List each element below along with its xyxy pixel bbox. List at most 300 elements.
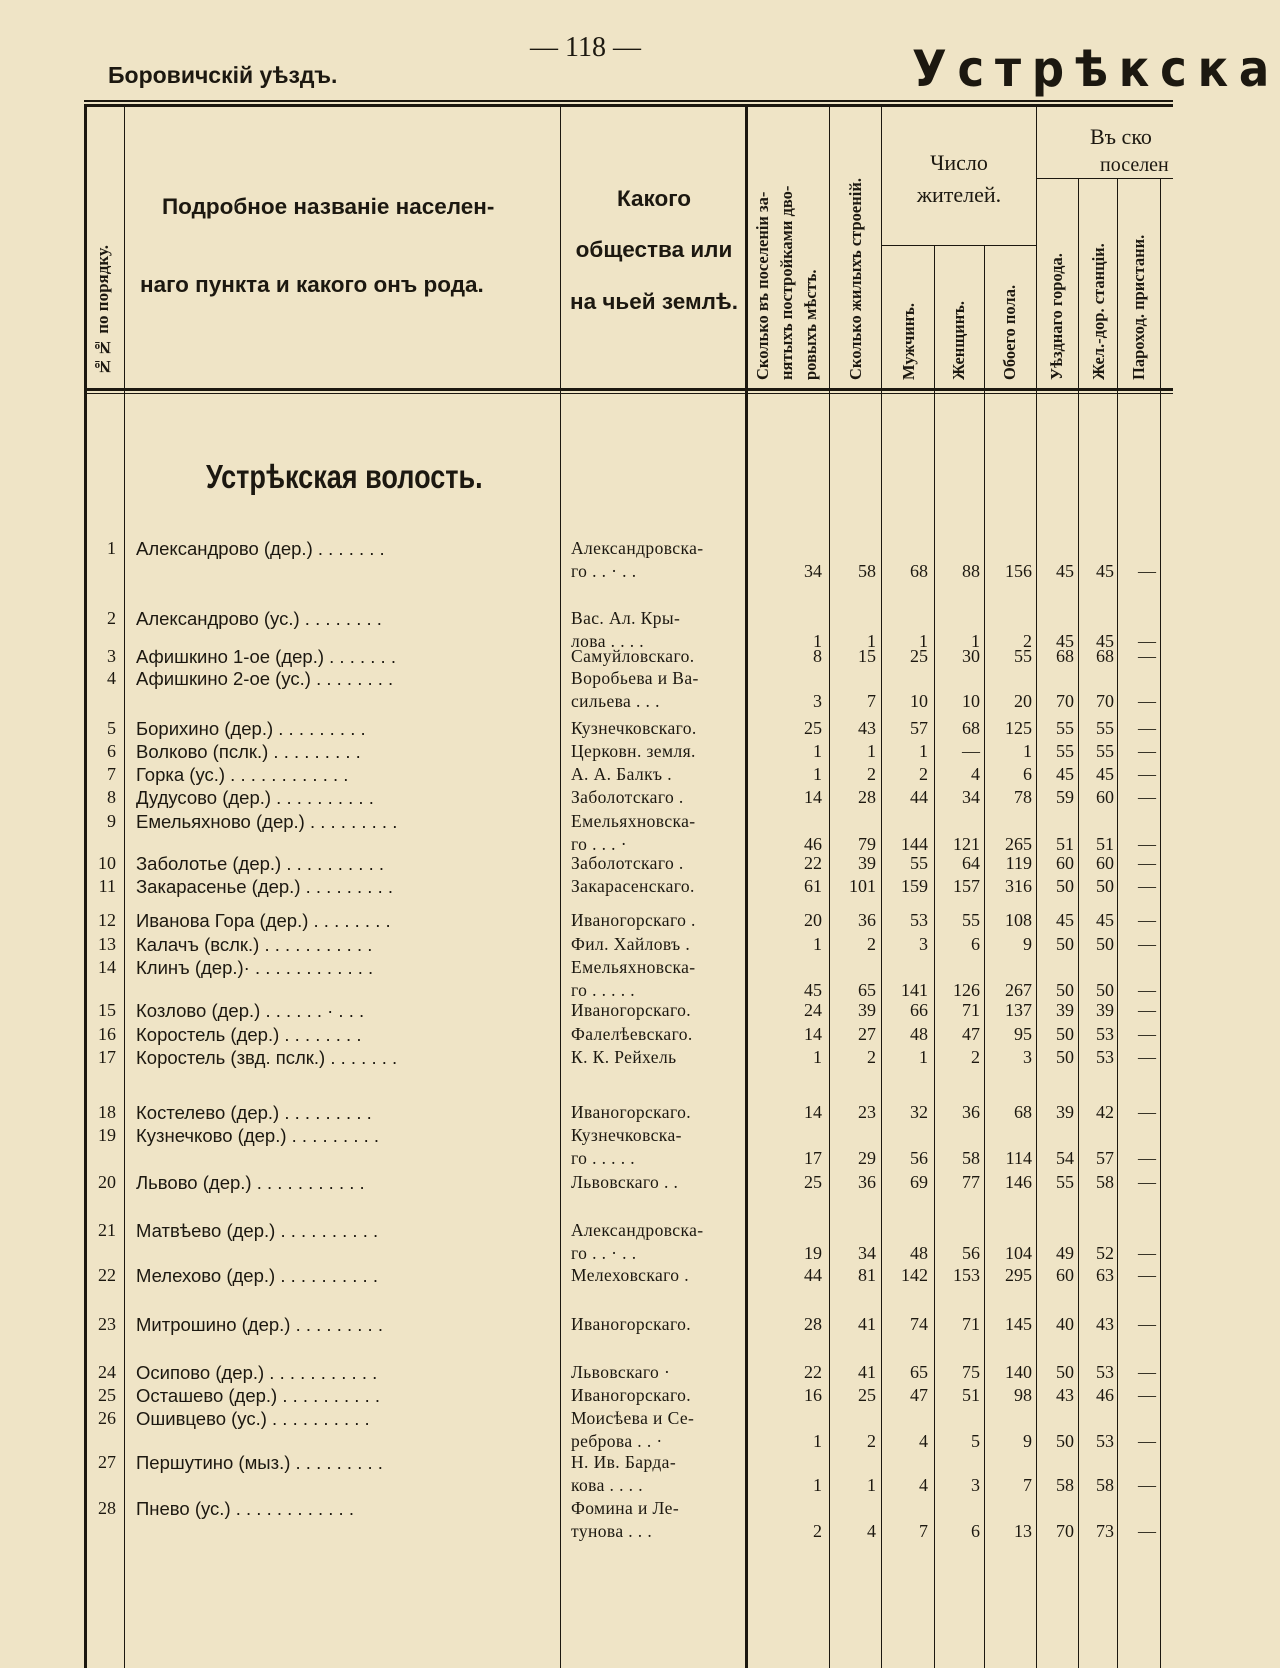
cell-value: 137: [1005, 1000, 1032, 1020]
cell-value: 50: [1096, 876, 1114, 896]
cell-value: 1: [867, 1475, 876, 1495]
society-name: Мелеховскаго .: [571, 1265, 689, 1285]
district-title: Боровичскій уѣздъ.: [108, 62, 338, 88]
cell-value: —: [1138, 1148, 1156, 1168]
cell-value: 53: [1096, 1431, 1114, 1451]
place-name: Калачъ (вслк.) . . . . . . . . . . .: [136, 934, 373, 955]
cell-value: 65: [910, 1362, 928, 1382]
cell-value: 153: [953, 1265, 980, 1285]
row-number: 22: [98, 1265, 116, 1285]
cell-value: 34: [962, 787, 980, 807]
cell-value: 70: [1056, 691, 1074, 711]
place-name: Кузнечково (дер.) . . . . . . . . .: [136, 1125, 380, 1146]
col-header-both: Обоего пола.: [1000, 284, 1019, 380]
place-name: Волково (пслк.) . . . . . . . . .: [136, 741, 361, 762]
place-name: Александрово (дер.) . . . . . . .: [136, 538, 385, 559]
cell-value: 55: [1096, 718, 1114, 738]
cell-value: 22: [804, 1362, 822, 1382]
row-number: 27: [98, 1452, 116, 1472]
cell-value: 60: [1096, 853, 1114, 873]
row-number: 4: [107, 668, 116, 688]
cell-value: 104: [1005, 1243, 1032, 1263]
cell-value: 66: [910, 1000, 928, 1020]
cell-value: 50: [1096, 934, 1114, 954]
cell-value: 20: [804, 910, 822, 930]
cell-value: —: [962, 741, 980, 761]
cell-value: 98: [1014, 1385, 1032, 1405]
col-header-society-line3: на чьей землѣ.: [570, 289, 738, 314]
cell-value: 27: [858, 1024, 876, 1044]
row-number: 20: [98, 1172, 116, 1192]
cell-value: 69: [910, 1172, 928, 1192]
cell-value: 45: [1096, 910, 1114, 930]
society-name: К. К. Рейхель: [571, 1047, 677, 1067]
section-title: Устрѣкская волость.: [206, 458, 483, 495]
cell-value: 119: [1005, 853, 1032, 873]
row-number: 7: [107, 764, 116, 784]
cell-value: 70: [1096, 691, 1114, 711]
cell-value: —: [1138, 1475, 1156, 1495]
cell-value: 3: [971, 1475, 980, 1495]
row-number: 19: [98, 1125, 116, 1145]
cell-value: —: [1138, 876, 1156, 896]
society-name: Фалелѣевскаго.: [571, 1024, 693, 1044]
header-bottom-rule: [84, 388, 1173, 391]
cell-value: 77: [962, 1172, 980, 1192]
cell-value: 1: [813, 1475, 822, 1495]
cell-value: 44: [910, 787, 928, 807]
cell-value: 1: [919, 741, 928, 761]
cell-value: 51: [1096, 834, 1114, 854]
cell-value: 45: [1056, 561, 1074, 581]
cell-value: 144: [901, 834, 928, 854]
col-header-distance-2: поселен: [1100, 154, 1169, 176]
row-number: 6: [107, 741, 116, 761]
place-name: Борихино (дер.) . . . . . . . . .: [136, 718, 366, 739]
cell-value: 2: [867, 934, 876, 954]
inhabitants-sub-rule: [881, 245, 1036, 246]
cell-value: 4: [919, 1475, 928, 1495]
place-name: Матвѣево (дер.) . . . . . . . . . .: [136, 1220, 379, 1241]
cell-value: 56: [962, 1243, 980, 1263]
cell-value: —: [1138, 1431, 1156, 1451]
cell-value: 1: [813, 631, 822, 651]
cell-value: —: [1138, 1047, 1156, 1067]
cell-value: 6: [971, 1521, 980, 1541]
place-name: Клинъ (дер.)· . . . . . . . . . . . .: [136, 957, 374, 978]
cell-value: 39: [1056, 1102, 1074, 1122]
cell-value: 25: [910, 646, 928, 666]
cell-value: —: [1138, 1024, 1156, 1044]
cell-value: 157: [953, 876, 980, 896]
col-rule: [984, 245, 985, 1668]
cell-value: 36: [858, 1172, 876, 1192]
cell-value: 14: [804, 1102, 822, 1122]
col-header-inhabitants-2: жителей.: [916, 182, 1002, 207]
cell-value: 4: [971, 764, 980, 784]
place-name: Иванова Гора (дер.) . . . . . . . .: [136, 910, 391, 931]
cell-value: 53: [1096, 1024, 1114, 1044]
cell-value: 2: [867, 764, 876, 784]
cell-value: —: [1138, 646, 1156, 666]
top-rule-thick: [84, 104, 1173, 107]
cell-value: 55: [1056, 1172, 1074, 1192]
place-name: Заболотье (дер.) . . . . . . . . . .: [136, 853, 384, 874]
cell-value: 53: [910, 910, 928, 930]
cell-value: 20: [1014, 691, 1032, 711]
row-number: 11: [98, 876, 116, 896]
cell-value: 41: [858, 1362, 876, 1382]
cell-value: 50: [1096, 980, 1114, 1000]
row-number: 17: [98, 1047, 116, 1067]
place-name: Александрово (ус.) . . . . . . . .: [136, 608, 382, 629]
cell-value: 159: [901, 876, 928, 896]
cell-value: 126: [953, 980, 980, 1000]
col-rule: [124, 104, 125, 1668]
society-name: Александровска-: [571, 1220, 704, 1240]
cell-value: 156: [1005, 561, 1032, 581]
cell-value: 39: [858, 853, 876, 873]
cell-value: 2: [867, 1431, 876, 1451]
society-name: Закарасенскаго.: [571, 876, 695, 896]
cell-value: 41: [858, 1314, 876, 1334]
row-number: 10: [98, 853, 116, 873]
cell-value: —: [1138, 980, 1156, 1000]
cell-value: 61: [804, 876, 822, 896]
col-header-rail: Жел.-дор. станціи.: [1089, 243, 1108, 380]
cell-value: 54: [1056, 1148, 1074, 1168]
cell-value: 6: [971, 934, 980, 954]
cell-value: 55: [910, 853, 928, 873]
cell-value: 71: [962, 1000, 980, 1020]
cell-value: 9: [1023, 934, 1032, 954]
cell-value: 58: [1096, 1172, 1114, 1192]
cell-value: 14: [804, 787, 822, 807]
cell-value: 36: [962, 1102, 980, 1122]
cell-value: 64: [962, 853, 980, 873]
cell-value: —: [1138, 1314, 1156, 1334]
cell-value: 39: [858, 1000, 876, 1020]
society-name: Емельяхновска-: [571, 811, 696, 831]
cell-value: 1: [813, 934, 822, 954]
society-name: Кузнечковска-: [571, 1125, 682, 1145]
row-number: 25: [98, 1385, 116, 1405]
cell-value: 47: [962, 1024, 980, 1044]
col-header-women: Женщинъ.: [949, 301, 968, 380]
cell-value: 95: [1014, 1024, 1032, 1044]
col-header-households-1: Сколько въ поселеніи за-: [753, 191, 772, 380]
row-number: 12: [98, 910, 116, 930]
cell-value: 68: [1014, 1102, 1032, 1122]
cell-value: 2: [971, 1047, 980, 1067]
cell-value: 50: [1056, 1047, 1074, 1067]
col-header-town: Уѣзднаго города.: [1047, 253, 1066, 380]
cell-value: 57: [1096, 1148, 1114, 1168]
society-name: Заболотскаго .: [571, 853, 684, 873]
cell-value: 51: [1056, 834, 1074, 854]
cell-value: 23: [858, 1102, 876, 1122]
cell-value: 15: [858, 646, 876, 666]
cell-value: 1: [1023, 741, 1032, 761]
place-name: Афишкино 1-ое (дер.) . . . . . . .: [136, 646, 396, 667]
cell-value: 43: [858, 718, 876, 738]
top-rule-thin: [84, 100, 1173, 102]
row-number: 26: [98, 1408, 116, 1428]
society-name: Н. Ив. Барда-: [571, 1452, 677, 1472]
cell-value: 68: [1096, 646, 1114, 666]
place-name: Закарасенье (дер.) . . . . . . . . .: [136, 876, 394, 897]
cell-value: 58: [858, 561, 876, 581]
header-bottom-rule-2: [84, 393, 1173, 394]
distance-sub-rule: [1036, 178, 1173, 179]
cell-value: 74: [910, 1314, 928, 1334]
cell-value: 50: [1056, 934, 1074, 954]
cell-value: 58: [1096, 1475, 1114, 1495]
cell-value: 75: [962, 1362, 980, 1382]
cell-value: 49: [1056, 1243, 1074, 1263]
cell-value: —: [1138, 834, 1156, 854]
cell-value: 55: [1056, 741, 1074, 761]
place-name: Львово (дер.) . . . . . . . . . . .: [136, 1172, 365, 1193]
cell-value: 29: [858, 1148, 876, 1168]
cell-value: 68: [962, 718, 980, 738]
row-number: 8: [107, 787, 116, 807]
cell-value: 32: [910, 1102, 928, 1122]
cell-value: 7: [1023, 1475, 1032, 1495]
society-name: реброва . . ·: [571, 1431, 663, 1451]
cell-value: 55: [1014, 646, 1032, 666]
cell-value: 3: [813, 691, 822, 711]
row-number: 14: [98, 957, 116, 977]
society-name: Самуйловскаго.: [571, 646, 695, 666]
volost-header: Устрѣкска: [912, 40, 1280, 98]
society-name: го . . · . .: [571, 1243, 637, 1263]
cell-value: 24: [804, 1000, 822, 1020]
cell-value: 78: [1014, 787, 1032, 807]
cell-value: —: [1138, 1265, 1156, 1285]
cell-value: 34: [858, 1243, 876, 1263]
place-name: Горка (ус.) . . . . . . . . . . . .: [136, 764, 349, 785]
cell-value: 47: [910, 1385, 928, 1405]
cell-value: 48: [910, 1024, 928, 1044]
cell-value: 1: [813, 741, 822, 761]
cell-value: 46: [804, 834, 822, 854]
col-header-society-line2: общества или: [575, 237, 733, 262]
cell-value: 145: [1005, 1314, 1032, 1334]
place-name: Ошивцево (ус.) . . . . . . . . . .: [136, 1408, 370, 1429]
col-header-distance-1: Въ ско: [1090, 124, 1152, 149]
society-name: Кузнечковскаго.: [571, 718, 697, 738]
cell-value: 17: [804, 1148, 822, 1168]
cell-value: 121: [953, 834, 980, 854]
place-name: Коростель (дер.) . . . . . . . .: [136, 1024, 362, 1045]
row-number: 5: [107, 718, 116, 738]
cell-value: 1: [971, 631, 980, 651]
society-name: Церковн. земля.: [571, 741, 696, 761]
cell-value: —: [1138, 631, 1156, 651]
cell-value: —: [1138, 718, 1156, 738]
cell-value: 295: [1005, 1265, 1032, 1285]
society-name: тунова . . .: [571, 1521, 653, 1541]
cell-value: 55: [1056, 718, 1074, 738]
cell-value: 45: [804, 980, 822, 1000]
cell-value: 43: [1096, 1314, 1114, 1334]
society-name: Фомина и Ле-: [571, 1498, 680, 1518]
cell-value: 58: [962, 1148, 980, 1168]
cell-value: 108: [1005, 910, 1032, 930]
col-rule: [745, 104, 748, 1668]
cell-value: 45: [1056, 910, 1074, 930]
cell-value: 60: [1056, 1265, 1074, 1285]
cell-value: 59: [1056, 787, 1074, 807]
cell-value: 39: [1056, 1000, 1074, 1020]
society-name: го . . . . .: [571, 980, 636, 1000]
place-name: Козлово (дер.) . . . . . . · . . .: [136, 1000, 365, 1021]
cell-value: 114: [1005, 1148, 1032, 1168]
cell-value: 30: [962, 646, 980, 666]
place-name: Коростель (звд. пслк.) . . . . . . .: [136, 1047, 398, 1068]
row-number: 18: [98, 1102, 116, 1122]
cell-value: 7: [867, 691, 876, 711]
cell-value: 267: [1005, 980, 1032, 1000]
society-name: кова . . . .: [571, 1475, 643, 1495]
cell-value: 63: [1096, 1265, 1114, 1285]
cell-value: 16: [804, 1385, 822, 1405]
society-name: Львовскаго ·: [571, 1362, 671, 1382]
cell-value: 45: [1096, 561, 1114, 581]
cell-value: 58: [1056, 1475, 1074, 1495]
cell-value: 2: [813, 1521, 822, 1541]
society-name: Иваногорскаго.: [571, 1385, 692, 1405]
cell-value: 1: [867, 631, 876, 651]
row-number: 24: [98, 1362, 116, 1382]
row-number: 9: [107, 811, 116, 831]
cell-value: 50: [1056, 980, 1074, 1000]
cell-value: 14: [804, 1024, 822, 1044]
col-header-name-line1: Подробное названіе населен-: [162, 194, 495, 219]
cell-value: 53: [1096, 1047, 1114, 1067]
col-header-name-line2: наго пункта и какого онъ рода.: [140, 272, 484, 297]
row-number: 28: [98, 1498, 116, 1518]
cell-value: —: [1138, 764, 1156, 784]
col-header-pier: Пароход. пристани.: [1129, 234, 1148, 380]
cell-value: 70: [1056, 1521, 1074, 1541]
cell-value: —: [1138, 853, 1156, 873]
cell-value: 55: [962, 910, 980, 930]
page-number: — 118 —: [530, 32, 641, 63]
cell-value: 28: [858, 787, 876, 807]
cell-value: 1: [919, 631, 928, 651]
cell-value: 1: [813, 1431, 822, 1451]
row-number: 13: [98, 934, 116, 954]
cell-value: 2: [867, 1047, 876, 1067]
cell-value: —: [1138, 561, 1156, 581]
cell-value: 25: [804, 1172, 822, 1192]
row-number: 2: [107, 608, 116, 628]
col-rule: [560, 104, 561, 1668]
row-number: 21: [98, 1220, 116, 1240]
place-name: Першутино (мыз.) . . . . . . . . .: [136, 1452, 383, 1473]
cell-value: 140: [1005, 1362, 1032, 1382]
col-header-households-3: ровыхъ мѣстъ.: [801, 269, 820, 380]
cell-value: —: [1138, 1243, 1156, 1263]
society-name: лова . . . .: [571, 631, 645, 651]
cell-value: —: [1138, 1362, 1156, 1382]
cell-value: —: [1138, 910, 1156, 930]
cell-value: 42: [1096, 1102, 1114, 1122]
col-header-households-2: нятыхъ постройками дво-: [777, 185, 796, 380]
place-name: Емельяхново (дер.) . . . . . . . . .: [136, 811, 398, 832]
society-name: Иваногорскаго.: [571, 1314, 692, 1334]
cell-value: 8: [813, 646, 822, 666]
society-name: го . . . . .: [571, 1148, 636, 1168]
society-name: го . . . ·: [571, 834, 627, 854]
cell-value: 46: [1096, 1385, 1114, 1405]
society-name: Заболотскаго .: [571, 787, 684, 807]
cell-value: 65: [858, 980, 876, 1000]
cell-value: 22: [804, 853, 822, 873]
cell-value: 141: [901, 980, 928, 1000]
cell-value: 79: [858, 834, 876, 854]
cell-value: 55: [1096, 741, 1114, 761]
cell-value: 88: [962, 561, 980, 581]
cell-value: 57: [910, 718, 928, 738]
cell-value: 60: [1056, 853, 1074, 873]
cell-value: —: [1138, 934, 1156, 954]
cell-value: —: [1138, 1385, 1156, 1405]
cell-value: 13: [1014, 1521, 1032, 1541]
place-name: Костелево (дер.) . . . . . . . . .: [136, 1102, 372, 1123]
cell-value: 28: [804, 1314, 822, 1334]
cell-value: 265: [1005, 834, 1032, 854]
cell-value: 1: [813, 764, 822, 784]
cell-value: 1: [813, 1047, 822, 1067]
cell-value: 34: [804, 561, 822, 581]
cell-value: 50: [1056, 876, 1074, 896]
row-number: 1: [107, 538, 116, 558]
cell-value: 50: [1056, 1431, 1074, 1451]
row-number: 23: [98, 1314, 116, 1334]
cell-value: 45: [1096, 631, 1114, 651]
cell-value: 125: [1005, 718, 1032, 738]
row-number: 15: [98, 1000, 116, 1020]
society-name: А. А. Балкъ .: [571, 764, 672, 784]
col-header-order: №№ по порядку.: [93, 245, 112, 376]
place-name: Мелехово (дер.) . . . . . . . . . .: [136, 1265, 378, 1286]
col-header-society-line1: Какого: [616, 186, 692, 211]
cell-value: 50: [1056, 1024, 1074, 1044]
cell-value: 2: [919, 764, 928, 784]
cell-value: 19: [804, 1243, 822, 1263]
col-header-inhabitants-1: Число: [930, 150, 988, 175]
place-name: Осипово (дер.) . . . . . . . . . . .: [136, 1362, 378, 1383]
place-name: Митрошино (дер.) . . . . . . . . .: [136, 1314, 383, 1335]
cell-value: 101: [849, 876, 876, 896]
cell-value: 36: [858, 910, 876, 930]
cell-value: —: [1138, 1102, 1156, 1122]
row-number: 16: [98, 1024, 116, 1044]
cell-value: 142: [901, 1265, 928, 1285]
cell-value: 5: [971, 1431, 980, 1451]
cell-value: —: [1138, 1521, 1156, 1541]
cell-value: 44: [804, 1265, 822, 1285]
cell-value: 60: [1096, 787, 1114, 807]
cell-value: 50: [1056, 1362, 1074, 1382]
cell-value: 25: [858, 1385, 876, 1405]
society-name: го . . · . .: [571, 561, 637, 581]
society-name: Иваногорскаго.: [571, 1102, 692, 1122]
cell-value: 53: [1096, 1362, 1114, 1382]
